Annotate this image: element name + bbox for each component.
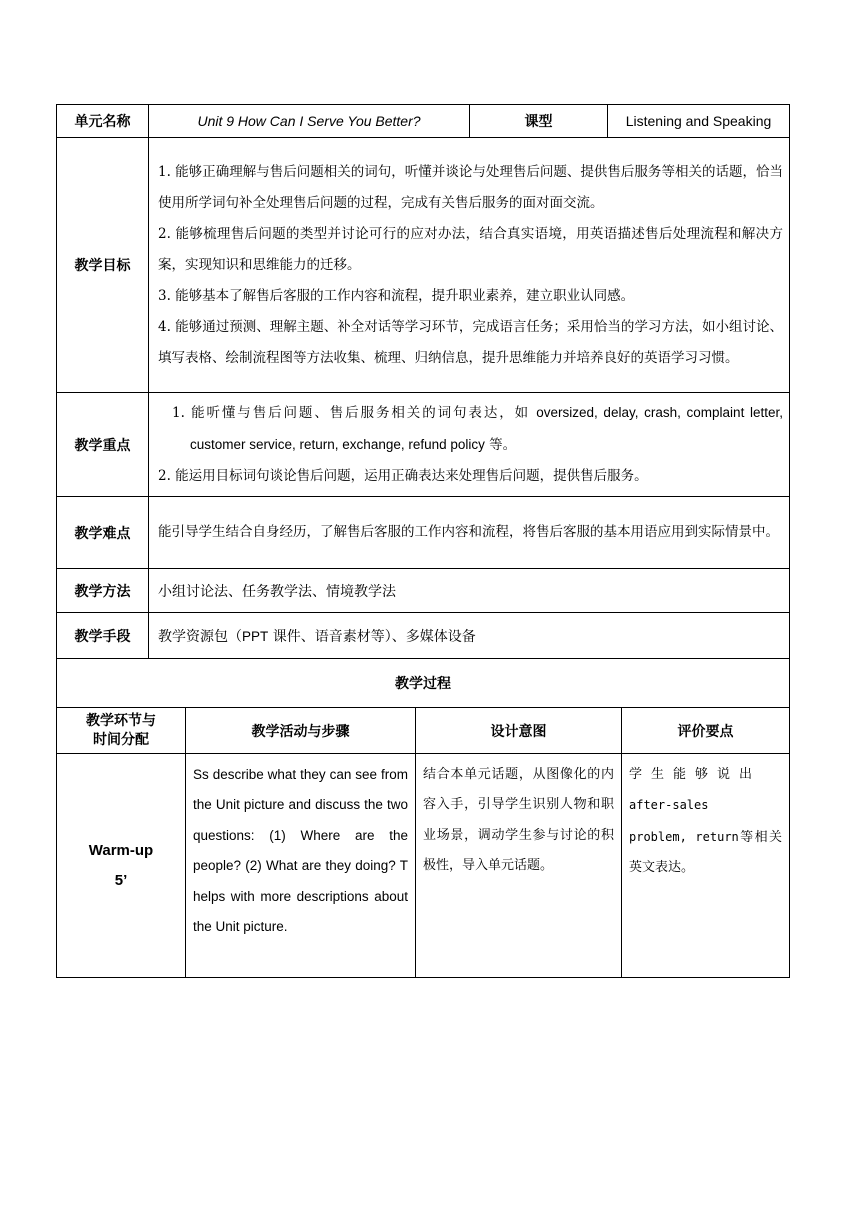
key-point-terms: oversized, delay, crash, complaint letter, customer service, return, exchange, refund policy <box>190 405 783 452</box>
key-point-item <box>158 397 783 461</box>
activity-cell: Ss describe what they can see from the Unit picture and discuss the two questions: (1) Where are the people? (2) What are they doing? T helps with more descriptions about the Unit picture. <box>186 754 416 978</box>
objectives-row <box>57 138 790 393</box>
objective-item: 4. 能够通过预测、理解主题、补全对话等学习环节，完成语言任务；采用恰当的学习方法，如小组讨论、填写表格、绘制流程图等方法收集、梳理、归纳信息，提升思维能力并培养良好的英语学习习惯。 <box>158 318 783 366</box>
type-value: Listening and Speaking <box>608 105 790 138</box>
methods-label: 教学方法 <box>57 569 149 613</box>
difficulties-row <box>57 497 790 569</box>
means-prefix: 教学资源包（ <box>158 628 242 645</box>
means-row <box>57 613 790 659</box>
type-label: 课型 <box>470 105 608 138</box>
lesson-plan-sheet <box>56 104 789 978</box>
key-point-item: 2. 能运用目标词句谈论售后问题，运用正确表达来处理售后问题，提供售后服务。 <box>158 468 648 484</box>
objectives-label: 教学目标 <box>57 138 149 393</box>
objective-item: 3. 能够基本了解售后客服的工作内容和流程，提升职业素养，建立职业认同感。 <box>158 287 635 304</box>
col-header-stage <box>57 708 186 754</box>
difficulties-content: 能引导学生结合自身经历，了解售后客服的工作内容和流程，将售后客服的基本用语应用到实际情景中。 <box>149 497 790 569</box>
means-ppt: PPT <box>242 628 269 644</box>
unit-label: 单元名称 <box>57 105 149 138</box>
stage-cell <box>57 754 186 978</box>
col-header-intent: 设计意图 <box>416 708 622 754</box>
means-label: 教学手段 <box>57 613 149 659</box>
col-header-eval: 评价要点 <box>622 708 790 754</box>
unit-row <box>57 105 790 138</box>
eval-cell <box>622 754 790 978</box>
objectives-content <box>149 138 790 393</box>
info-table <box>56 104 790 708</box>
eval-suffix: 等相关英文表达。 <box>629 829 782 876</box>
process-title: 教学过程 <box>57 659 790 708</box>
col-header-activity: 教学活动与步骤 <box>186 708 416 754</box>
col-header-stage-line1: 教学环节与 <box>86 712 156 729</box>
methods-content: 小组讨论法、任务教学法、情境教学法 <box>149 569 790 613</box>
eval-term2: problem, return <box>629 829 739 844</box>
key-points-row <box>57 393 790 497</box>
eval-prefix: 学生能够说出 <box>629 767 762 782</box>
key-point-prefix: 1. 能听懂与售后问题、售后服务相关的词句表达，如 <box>172 405 537 421</box>
means-suffix: 课件、语音素材等）、多媒体设备 <box>268 628 476 645</box>
process-header-row <box>57 708 790 754</box>
process-table <box>56 707 790 978</box>
stage-time: 5’ <box>114 871 128 889</box>
objective-item: 2. 能够梳理售后问题的类型并讨论可行的应对办法，结合真实语境，用英语描述售后处理流程和解决方案，实现知识和思维能力的迁移。 <box>158 225 783 273</box>
key-points-label: 教学重点 <box>57 393 149 497</box>
stage-name: Warm-up <box>88 841 154 859</box>
means-content <box>149 613 790 659</box>
key-point-suffix: 等。 <box>484 437 517 453</box>
objective-item: 1. 能够正确理解与售后问题相关的词句，听懂并谈论与处理售后问题、提供售后服务等相关的话题，恰当使用所学词句补全处理售后问题的过程，完成有关售后服务的面对面交流。 <box>158 163 783 211</box>
unit-value: Unit 9 How Can I Serve You Better? <box>149 105 470 138</box>
key-points-content <box>149 393 790 497</box>
eval-term1: after-sales <box>629 798 709 813</box>
methods-row <box>57 569 790 613</box>
intent-cell: 结合本单元话题，从图像化的内容入手，引导学生识别人物和职业场景，调动学生参与讨论的积极性，导入单元话题。 <box>416 754 622 978</box>
difficulties-label: 教学难点 <box>57 497 149 569</box>
col-header-stage-line2: 时间分配 <box>93 731 149 748</box>
table-row <box>57 754 790 978</box>
process-title-row <box>57 659 790 708</box>
